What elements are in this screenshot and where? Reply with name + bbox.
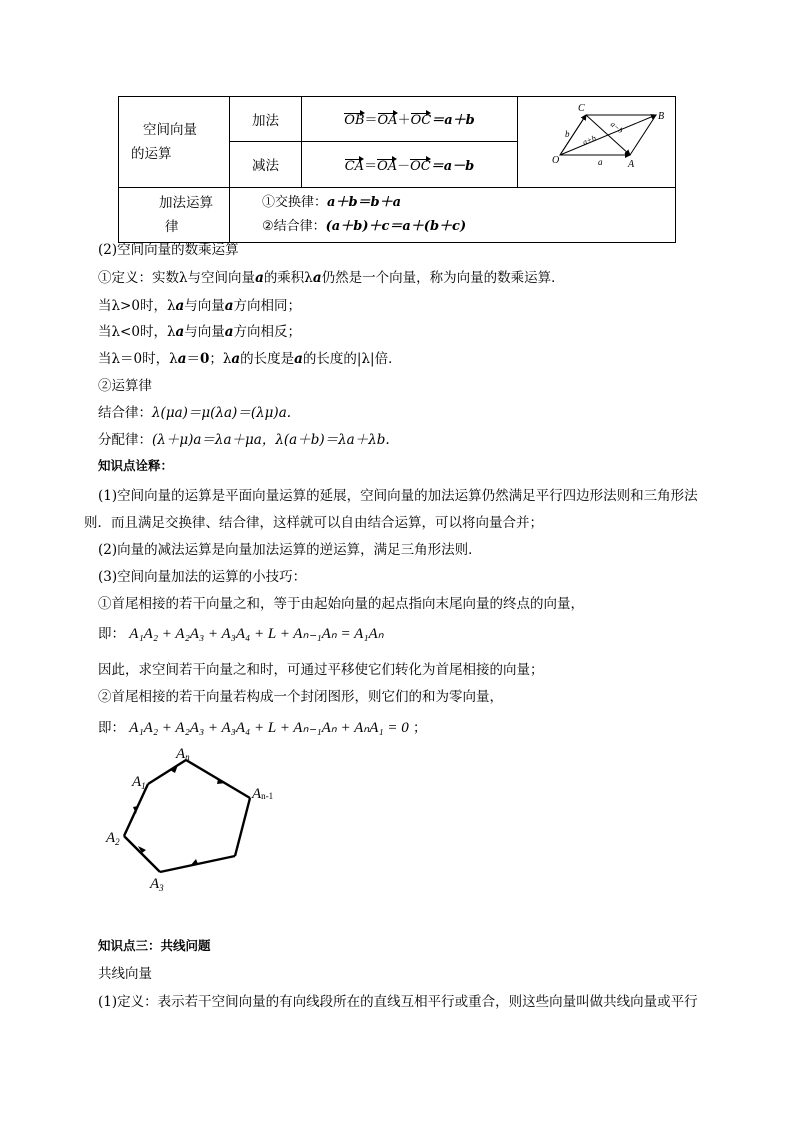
notes-title: 知识点诠释：	[98, 458, 174, 473]
subtraction-label: 减法	[252, 158, 279, 175]
case3-tail: 的长度的|λ|倍．	[302, 351, 402, 367]
case3-mid2: 的长度是	[240, 351, 295, 367]
addition-label: 加法	[252, 112, 279, 129]
notes-p1-line2: 则．而且满足交换律、结合律，这样就可以自由结合运算，可以将向量合并；	[84, 515, 543, 531]
eq2-tail: ；	[413, 720, 427, 736]
assoc-prefix: 结合律：	[98, 405, 152, 421]
eq2-prefix: 即：	[98, 720, 125, 736]
case1-mid: 与向量	[184, 298, 225, 314]
dist-formula: (λ＋μ)a＝λa＋μa，λ(a＋b)＝λa＋λb.	[152, 432, 390, 448]
case2-tail: 方向相反；	[233, 324, 302, 340]
notes-p2: (2)向量的减法运算是向量加法运算的逆运算，满足三角形法则．	[98, 542, 482, 558]
def-a2: a	[312, 270, 322, 286]
case1-prefix: 当λ>0时，λ	[98, 298, 176, 314]
addition-label-cell	[230, 97, 302, 142]
laws-label-line1: 加法运算	[159, 195, 213, 211]
scalar-definition	[98, 266, 565, 286]
vec-oc: OC	[411, 110, 432, 128]
eq1-body: A₁A₂ + A₂A₃ + A₃A₄ + L + Aₙ₋₁Aₙ = A₁Aₙ	[129, 626, 384, 642]
vector-b-line	[560, 115, 586, 155]
eq2-body: A₁A₂ + A₂A₃ + A₃A₄ + L + Aₙ₋₁Aₙ + AₙA₁ = 0	[129, 720, 409, 736]
notes-p6: ②首尾相接的若干向量若构成一个封闭图形，则它们的和为零向量，	[98, 689, 503, 705]
case-negative	[98, 320, 301, 340]
case2-a: a	[175, 324, 185, 340]
polygon-arrows	[133, 765, 226, 866]
case3-eq: ＝	[186, 351, 200, 367]
def-mid: 的乘积λ	[263, 270, 313, 286]
label-a-vector: a	[598, 157, 603, 167]
subtraction-label-cell	[230, 141, 302, 187]
vec-oa-2: OA	[377, 156, 397, 174]
section3-title: 知识点三：共线问题	[98, 938, 211, 953]
label-a-point: A	[628, 159, 635, 170]
plus-sign: ＋	[397, 113, 411, 129]
label-a-minus-b: a−b	[608, 119, 625, 136]
laws-content-cell	[230, 188, 676, 243]
parallelogram-figure-cell	[518, 97, 676, 188]
edge-a3-a2	[124, 836, 160, 872]
case-positive	[98, 294, 301, 314]
label-an: An	[176, 746, 190, 762]
addition-result: ＝a＋b	[431, 113, 475, 129]
commutative-formula: a＋b＝b＋a	[327, 195, 402, 210]
assoc-formula: λ(μa)＝μ(λa)＝(λμ)a.	[152, 405, 292, 421]
label-b-point: B	[658, 111, 665, 122]
distributive-law-line	[98, 428, 390, 448]
eq-sign: ＝	[364, 113, 378, 129]
case1-tail: 方向相同；	[233, 298, 302, 314]
sum-equation-2	[98, 716, 427, 737]
closed-polygon-diagram	[100, 742, 300, 902]
subtraction-result: ＝a－b	[430, 158, 475, 174]
associative-formula: (a＋b)＋c＝a＋(b＋c)	[325, 219, 467, 234]
edge-an1-bottom	[235, 798, 250, 856]
eq1-prefix: 即：	[98, 626, 125, 642]
category-line2: 的运算	[131, 146, 172, 162]
laws-label-cell	[119, 188, 230, 243]
eq-sign-2: ＝	[364, 158, 378, 174]
case2-prefix: 当λ<0时，λ	[98, 324, 176, 340]
rules-title: ②运算律	[98, 378, 152, 394]
label-a3: $A_3$	[150, 876, 164, 893]
case1-a2: a	[224, 298, 234, 314]
label-a1: $A_1$	[132, 774, 146, 791]
operations-category-cell	[119, 97, 230, 188]
case3-mid: ；λ	[209, 351, 232, 367]
label-c: C	[578, 103, 585, 114]
case3-a3: a	[294, 351, 303, 367]
minus-sign: －	[397, 158, 411, 174]
vector-operations-table	[118, 96, 676, 243]
vec-ob: OB	[344, 110, 364, 128]
case-zero	[98, 347, 402, 367]
section2-title: (2)空间向量的数乘运算	[98, 242, 239, 258]
notes-p5: 因此，求空间若干向量之和时，可通过平移使它们转化为首尾相接的向量；	[98, 662, 544, 678]
dist-prefix: 分配律：	[98, 432, 152, 448]
case3-prefix: 当λ＝0时，λ	[98, 351, 178, 367]
case2-mid: 与向量	[184, 324, 225, 340]
label-a-plus-b: a+b	[581, 133, 598, 147]
laws-label-line2: 律	[165, 219, 179, 235]
commutative-prefix: ①交换律：	[262, 195, 328, 210]
def-prefix: ①定义：实数λ与空间向量	[98, 270, 256, 286]
notes-p3: (3)空间向量加法的运算的小技巧：	[98, 569, 307, 585]
vec-oa: OA	[378, 110, 398, 128]
subtraction-formula-cell	[302, 141, 518, 187]
label-b-vector: b	[565, 129, 570, 139]
label-an1: An-1	[252, 786, 274, 802]
def-a: a	[255, 270, 264, 286]
sum-equation-1	[98, 622, 384, 643]
label-o: O	[552, 155, 560, 166]
polygon-edges	[124, 760, 250, 872]
vec-oc-2: OC	[410, 156, 431, 174]
label-a2: $A_2$	[106, 830, 120, 847]
case3-a2: a	[231, 351, 241, 367]
section3-subtitle: 共线向量	[98, 966, 152, 982]
def-tail: 仍然是一个向量，称为向量的数乘运算．	[321, 270, 565, 286]
addition-formula-cell	[302, 97, 518, 142]
associative-law-line	[98, 401, 291, 421]
notes-p1-line1: (1)空间向量的运算是平面向量运算的延展，空间向量的加法运算仍然满足平行四边形法则和三角形法	[98, 488, 698, 504]
associative-prefix: ②结合律：	[262, 219, 326, 234]
category-line1: 空间向量	[143, 122, 197, 138]
case3-zero: 0	[199, 351, 210, 367]
section3-definition: (1)定义：表示若干空间向量的有向线段所在的直线互相平行或重合，则这些向量叫做共线向量或平行	[98, 994, 698, 1010]
notes-p4: ①首尾相接的若干向量之和，等于由起始向量的起点指向末尾向量的终点的向量，	[98, 596, 584, 612]
edge-a1-an	[148, 760, 186, 784]
case2-a2: a	[224, 324, 234, 340]
vec-ca: CA	[345, 156, 364, 174]
parallelogram-diagram	[518, 97, 675, 183]
case3-a: a	[177, 351, 187, 367]
case1-a: a	[175, 298, 185, 314]
